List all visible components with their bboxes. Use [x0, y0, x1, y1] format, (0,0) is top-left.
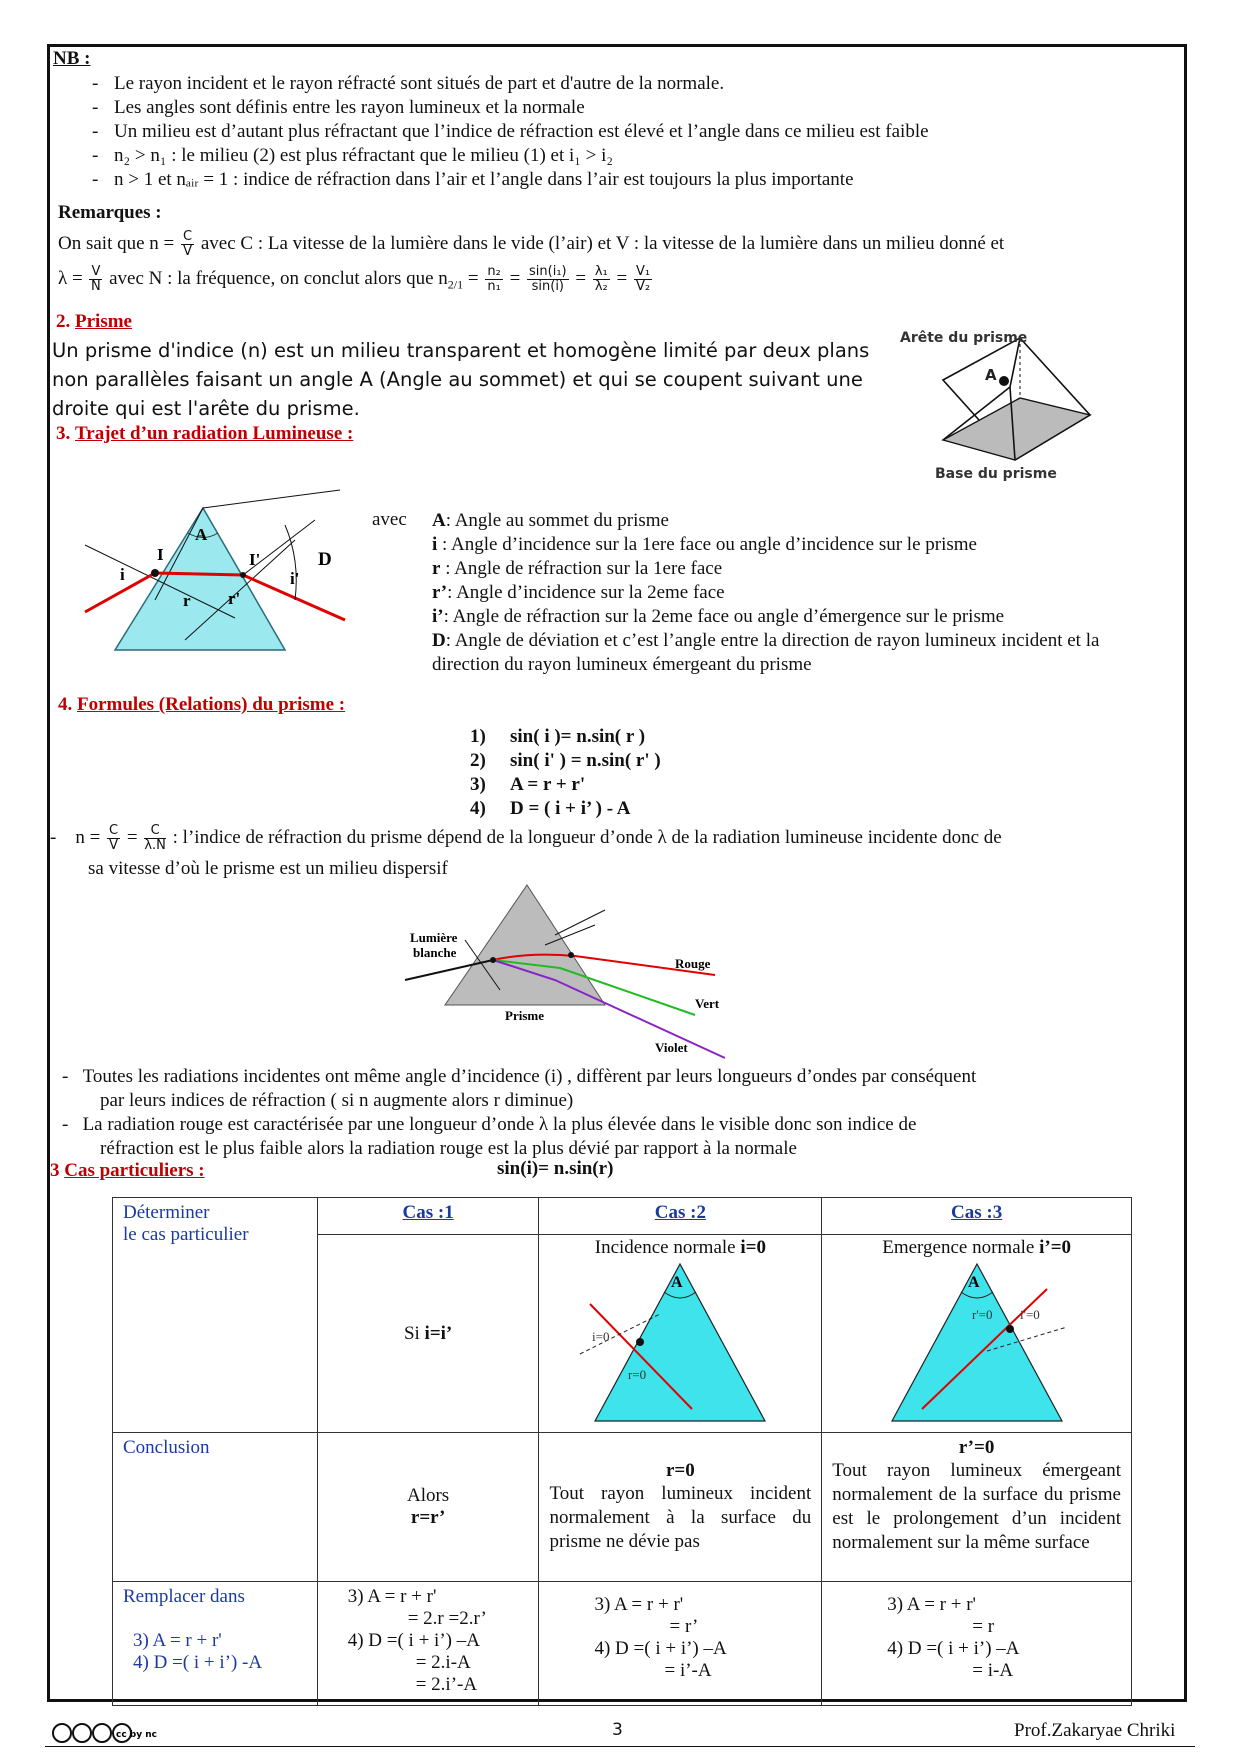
- den: V₂: [635, 279, 651, 294]
- text: n =: [75, 826, 101, 848]
- section-title: Formules (Relations) du prisme :: [77, 694, 346, 715]
- label-A: A: [195, 525, 208, 544]
- list-item: - n₂ > n₁ : le milieu (2) est plus réfractant que le milieu (1) et i₁ > i₂: [86, 144, 929, 168]
- note-cont: réfraction est le plus faible alors la radiation rouge est la plus dévié par rapport à la normale: [100, 1138, 797, 1159]
- text: i=i’: [424, 1322, 453, 1344]
- remarques-line1: [58, 230, 1004, 259]
- num: n₂: [487, 264, 501, 279]
- text: r=0: [665, 1460, 695, 1481]
- violet-label: Violet: [655, 1040, 688, 1055]
- text: Si: [403, 1322, 425, 1344]
- formula-text: D = ( i + i’ ) - A: [510, 798, 631, 819]
- list-item: - Un milieu est d’autant plus réfractant que l’indice de réfraction est élevé et l’angle dans ce milieu est faible: [86, 120, 929, 144]
- label-I: I: [157, 545, 164, 564]
- key: A: [432, 510, 446, 531]
- num: C: [144, 824, 166, 839]
- cell-header-left: [113, 1198, 318, 1433]
- cas-formula: sin(i)= n.sin(r): [497, 1158, 614, 1179]
- text: i’=0: [1039, 1237, 1072, 1258]
- cas3-figure: [877, 1259, 1077, 1424]
- value: : Angle de réfraction sur la 1ere face: [440, 558, 723, 579]
- cas1-header: Cas :1: [317, 1198, 539, 1235]
- fraction-v1-v2: [634, 265, 652, 294]
- text: 4) D =( i + i’) –A: [594, 1638, 727, 1659]
- remarques-line2: λ = $\frac{V}{N}$ avec N : la fréquence, on conclut alors que $n_{2/1}$ = $\frac{\text{n₂}}{\text{n₁}}$ = $\frac{\text{sin(i₁)}}{\sin(i)}$ = $\frac{\text{λ₁}}{\text{λ₂}}$ = $\frac{\text{V₁}}{\text{V₂}}$: [58, 264, 651, 294]
- den: N: [91, 279, 101, 294]
- fraction-sin: [527, 265, 569, 294]
- text: le cas particulier: [123, 1224, 249, 1245]
- cas2-header: Cas :2: [539, 1198, 822, 1235]
- blanche-label: blanche: [413, 945, 457, 960]
- fraction-c-v: [181, 230, 194, 259]
- author: Prof.Zakaryae Chriki: [1014, 1720, 1176, 1741]
- text: 3) A = r + r': [887, 1594, 976, 1615]
- definition: [432, 605, 1099, 629]
- text: Toutes les radiations incidentes ont même angle d’incidence (i) , diffèrent par leurs longueurs d’ondes par conséquent: [82, 1066, 977, 1087]
- label-i: i: [120, 565, 125, 584]
- key: D: [432, 630, 446, 651]
- formula-text: sin( i )= n.sin( r ): [510, 726, 646, 747]
- base-label: Base du prisme: [935, 466, 1057, 482]
- text: 4) D =( i + i’) -A: [133, 1652, 263, 1673]
- key: i’: [432, 606, 444, 627]
- note-cont: par leurs indices de réfraction ( si n augmente alors r diminue): [100, 1090, 574, 1111]
- key: i: [432, 534, 438, 555]
- dispersion-line-2: sa vitesse d’où le prisme est un milieu dispersif: [88, 858, 448, 879]
- text: = r’: [669, 1616, 699, 1637]
- label-ip0: i'=0: [1019, 1307, 1040, 1322]
- text-line: non parallèles faisant un angle A (Angle au sommet) et qui se coupent suivant une: [52, 368, 863, 391]
- label-Ip: I': [249, 550, 261, 569]
- cas2-condition: [539, 1235, 822, 1433]
- text: = i’-A: [664, 1660, 712, 1681]
- note: - La radiation rouge est caractérisée par une longueur d’onde λ la plus élevée dans le visible donc son indice de: [62, 1114, 917, 1135]
- page-number: 3: [612, 1720, 623, 1740]
- text: avec C : La vitesse de la lumière dans le vide (l’air) et V : la vitesse de la lumière dans un milieu donné et: [200, 232, 1005, 254]
- prism-3d-figure: [895, 320, 1095, 490]
- arete-label: Arête du prisme: [900, 330, 1028, 346]
- value: : Angle d’incidence sur la 1ere face ou angle d’incidence sur le prisme: [437, 534, 977, 555]
- label-D: D: [318, 549, 332, 570]
- text: = 2.i-A: [415, 1652, 471, 1673]
- text: Déterminer: [123, 1202, 210, 1223]
- definition: [432, 533, 1099, 557]
- definition: [432, 557, 1099, 581]
- definition: [432, 509, 1099, 533]
- nb-title: NB :: [53, 48, 91, 69]
- num: V: [91, 264, 101, 279]
- key: r: [432, 558, 441, 579]
- section-title: Prisme: [75, 311, 132, 332]
- num: sin(i₁): [529, 264, 567, 279]
- text: i=0: [740, 1237, 766, 1258]
- text: = r: [972, 1616, 995, 1637]
- table-row: [113, 1198, 1132, 1235]
- text: Emergence normale: [882, 1237, 1040, 1258]
- formules-heading: [58, 694, 345, 716]
- nb-list: [86, 72, 929, 192]
- num: C: [183, 229, 193, 244]
- cas3-condition: [822, 1235, 1132, 1433]
- key: r’: [432, 582, 448, 603]
- list-item: - n > 1 et nₐᵢᵣ = 1 : indice de réfraction dans l’air et l’angle dans l’air est toujours la plus importante: [86, 168, 929, 192]
- den: V: [183, 244, 192, 259]
- label-ip: i': [290, 569, 300, 588]
- remarques-title: Remarques :: [58, 202, 162, 223]
- angle-a-label: A: [985, 366, 997, 384]
- text: λ =: [58, 267, 83, 289]
- text: = 2.r =2.r’: [407, 1608, 487, 1629]
- definition: [432, 581, 1099, 605]
- formula-number: 2): [470, 750, 486, 771]
- fraction-c-lambda-n: [144, 824, 166, 853]
- remplacer-cell: [113, 1582, 318, 1706]
- label-i0: i=0: [592, 1329, 610, 1344]
- text: 4) D =( i + i’) –A: [887, 1638, 1020, 1659]
- text: On sait que n =: [58, 232, 175, 254]
- formulas-list: [470, 725, 661, 821]
- label-rp: r': [228, 589, 241, 608]
- trajet-heading: [56, 423, 353, 445]
- note: - Toutes les radiations incidentes ont même angle d’incidence (i) , diffèrent par leurs longueurs d’ondes par conséquent: [62, 1066, 977, 1087]
- vert-label: Vert: [695, 996, 720, 1011]
- text: Incidence normale: [594, 1237, 741, 1258]
- section-number: 4.: [58, 694, 73, 715]
- label-A: A: [967, 1274, 980, 1291]
- cas2-figure: [580, 1259, 780, 1424]
- avec-label: avec: [372, 509, 407, 530]
- formula: [470, 725, 661, 749]
- list-item: - Les angles sont définis entre les rayon lumineux et la normale: [86, 96, 929, 120]
- lumiere-label: Lumière: [410, 930, 458, 945]
- text: r=r’: [410, 1507, 446, 1528]
- text: Remplacer dans: [123, 1586, 245, 1607]
- fraction-n2-n1: [485, 265, 502, 294]
- table-row: [113, 1582, 1132, 1706]
- fraction-c-v: [107, 824, 120, 853]
- den: n₁: [487, 279, 501, 294]
- fraction-v-n: [89, 265, 102, 294]
- conclusion-label: Conclusion: [113, 1433, 318, 1582]
- text-line: droite qui est l'arête du prisme.: [52, 397, 360, 420]
- formula: [470, 773, 661, 797]
- formula-number: 1): [470, 726, 486, 747]
- value: : Angle de réfraction sur la 2eme face ou angle d’émergence sur le prisme: [443, 606, 1005, 627]
- text: Alors: [406, 1485, 450, 1506]
- cas1-condition: [317, 1235, 539, 1433]
- section-number: 2.: [56, 311, 71, 332]
- text: 3) A = r + r': [594, 1594, 684, 1615]
- text: Tout rayon lumineux incident normalement à la surface du prisme ne dévie pas: [549, 1483, 812, 1552]
- num: V₁: [635, 264, 651, 279]
- value: : Angle d’incidence sur la 2eme face: [447, 582, 725, 603]
- prism-ray-figure: [85, 500, 355, 660]
- den: sin(i): [531, 279, 565, 294]
- den: λ₂: [594, 279, 608, 294]
- section-number: 3: [50, 1160, 60, 1181]
- formula: [470, 797, 661, 821]
- cas2-remplacer: [539, 1582, 822, 1706]
- formula: [470, 749, 661, 773]
- section-number: 3.: [56, 423, 71, 444]
- dispersion-line: - n = $\frac{C}{V}$ = $\frac{C}{\lambda.N}$ : l’indice de réfraction du prisme dépend de la longueur d’onde λ de la radiation lumineuse incidente donc de: [50, 823, 1002, 853]
- definition: [432, 629, 1099, 653]
- text: = i-A: [972, 1660, 1014, 1681]
- cas-heading: [50, 1160, 205, 1182]
- cc-license-icon: [52, 1722, 157, 1744]
- cas3-remplacer: [822, 1582, 1132, 1706]
- cas2-conclusion: [539, 1433, 822, 1582]
- text: r’=0: [958, 1437, 995, 1458]
- value: : Angle au sommet du prisme: [445, 510, 669, 531]
- text-line: Un prisme d'indice (n) est un milieu transparent et homogène limité par deux plans: [52, 339, 870, 362]
- section-title: Trajet d’un radiation Lumineuse :: [75, 423, 354, 444]
- formula-text: sin( i' ) = n.sin( r' ): [510, 750, 661, 771]
- prisme-heading: [56, 311, 132, 333]
- cas3-header: Cas :3: [822, 1198, 1132, 1235]
- den: V: [109, 838, 119, 853]
- subscript: 2/1: [447, 277, 464, 292]
- text: = 2.i’-A: [415, 1674, 478, 1695]
- section-title: Cas particuliers :: [64, 1160, 205, 1181]
- table-row: [113, 1433, 1132, 1582]
- cas1-conclusion: [317, 1433, 539, 1582]
- text: 3) A = r + r': [347, 1586, 437, 1607]
- cas1-remplacer: [317, 1582, 539, 1706]
- formula-number: 4): [470, 798, 486, 819]
- num: λ₁: [594, 264, 608, 279]
- label-rp0: r'=0: [971, 1307, 993, 1322]
- cas3-conclusion: [822, 1433, 1132, 1582]
- label-r0: r=0: [628, 1367, 647, 1382]
- notes: [62, 1065, 976, 1161]
- footer-rule: [45, 1746, 1195, 1747]
- definition-continued: direction du rayon lumineux émergeant du prisme: [432, 654, 812, 675]
- cc-text: cc by nc: [116, 1730, 157, 1740]
- fraction-lambda: [593, 265, 610, 294]
- formula-number: 3): [470, 774, 486, 795]
- den: λ.N: [144, 838, 166, 853]
- formula-text: A = r + r': [510, 774, 586, 795]
- dispersion-figure: [405, 880, 765, 1060]
- value: : Angle de déviation et c’est l’angle entre la direction de rayon lumineux incident et la: [445, 630, 1100, 651]
- text: avec N : la fréquence, on conclut alors que n: [109, 267, 448, 289]
- text: Tout rayon lumineux émergeant normalement de la surface du prisme est le prolongement d’un incident normalement sur la même surface: [832, 1460, 1121, 1553]
- list-item: - Le rayon incident et le rayon réfracté sont situés de part et d'autre de la normale.: [86, 72, 929, 96]
- prisme-label: Prisme: [505, 1008, 544, 1023]
- text: 3) A = r + r': [133, 1630, 222, 1651]
- cas-table: [112, 1197, 1132, 1706]
- rouge-label: Rouge: [675, 956, 711, 971]
- num: C: [109, 823, 119, 838]
- text: La radiation rouge est caractérisée par une longueur d’onde λ la plus élevée dans le visible donc son indice de: [82, 1114, 917, 1135]
- label-A: A: [671, 1274, 683, 1291]
- label-r: r: [183, 591, 191, 610]
- trajet-definitions: [432, 509, 1099, 677]
- prisme-definition: [52, 336, 869, 423]
- text: 4) D =( i + i’) –A: [347, 1630, 480, 1651]
- text: : l’indice de réfraction du prisme dépend de la longueur d’onde λ de la radiation lumineuse incidente donc de: [172, 826, 1002, 848]
